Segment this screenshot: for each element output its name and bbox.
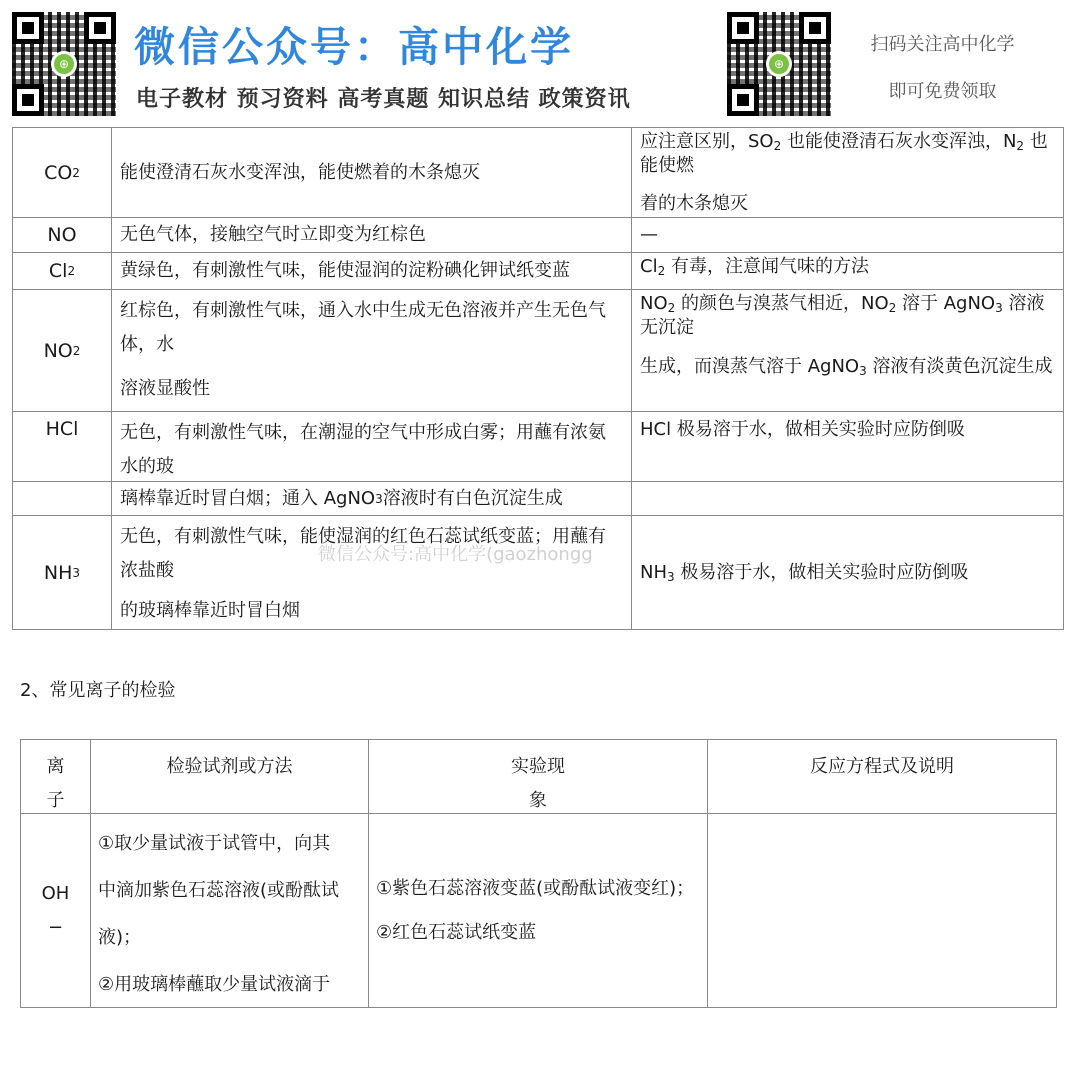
note-cell: — (640, 224, 658, 245)
property-cell: 无色气体，接触空气时立即变为红棕色 (112, 218, 632, 252)
property-cell: 能使澄清石灰水变浑浊，能使燃着的木条熄灭 (112, 128, 632, 217)
table-row-co2 (12, 127, 1064, 218)
table-row-cl2 (12, 253, 1064, 290)
equation-cell (708, 814, 1056, 1007)
free-offer-text: 即可免费领取 (888, 81, 997, 102)
header-equation: 反应方程式及说明 (810, 756, 954, 777)
note-cell (632, 482, 1063, 515)
table-row-nh3 (12, 516, 1064, 630)
property-cell: 璃棒靠近时冒白烟；通入 AgNO 3 溶液时有白色沉淀生成 (112, 482, 632, 515)
qr-logo-icon: ⊕ (766, 51, 792, 77)
table-row-hcl (12, 412, 1064, 482)
qr-logo-icon: ⊕ (51, 51, 77, 77)
property-cell: 红棕色，有刺激性气味，通入水中生成无色溶液并产生无色气体，水 溶液显酸性 (112, 290, 632, 411)
property-cell: 无色，有刺激性气味，在潮湿的空气中形成白雾；用蘸有浓氨水的玻 (112, 412, 632, 481)
ion-cell: OH − (21, 814, 91, 1007)
gas-cell: HCl (13, 412, 112, 481)
note-cell: HCl 极易溶于水，做相关实验时应防倒吸 (640, 419, 965, 440)
qr-code-right (727, 12, 831, 116)
brand-subtitle: 电子教材 预习资料 高考真题 知识总结 政策资讯 (136, 87, 631, 112)
note-cell: 应注意区别，$SO_2$ 也能使澄清石灰水变浑浊，$N_2$ 也能使燃 着的木条熄灭 (640, 131, 1048, 214)
property-cell: 黄绿色，有刺激性气味，能使湿润的淀粉碘化钾试纸变蓝 (112, 253, 632, 289)
gas-cell: NO (13, 218, 112, 252)
qr-code-left (12, 12, 116, 116)
method-cell: ①取少量试液于试管中，向其 中滴加紫色石蕊溶液(或酚酞试 液)； ②用玻璃棒蘸取少量试液滴于 (91, 814, 369, 1007)
scan-prompt: 扫码关注高中化学 (870, 34, 1015, 55)
note-cell: $NO_2$ 的颜色与溴蒸气相近，$NO_2$ 溶于 AgNO$_3$ 溶液无沉淀 生成，而溴蒸气溶于 AgNO$_3$ 溶液有淡黄色沉淀生成 (640, 293, 1053, 378)
gas-cell: Cl 2 (13, 253, 112, 289)
gas-identification-table (12, 127, 1064, 630)
ion-test-table (20, 739, 1057, 1008)
table-row-no2 (12, 290, 1064, 412)
note-cell: $NH_3$ 极易溶于水，做相关实验时应防倒吸 (640, 561, 969, 584)
section-heading: 2、常见离子的检验 (20, 680, 176, 701)
gas-cell: CO 2 (13, 128, 112, 217)
table-row-no (12, 218, 1064, 253)
table-header-row (21, 740, 1056, 814)
property-cell: 无色，有刺激性气味，能使湿润的红色石蕊试纸变蓝；用蘸有浓盐酸 的玻璃棒靠近时冒白烟 (112, 516, 632, 629)
header-method: 检验试剂或方法 (91, 740, 369, 813)
gas-cell: NH 3 (13, 516, 112, 629)
brand-title: 微信公众号：高中化学 (134, 23, 574, 71)
phenomenon-cell: ①紫色石蕊溶液变蓝(或酚酞试液变红)； ②红色石蕊试纸变蓝 (369, 814, 708, 1007)
watermark: 微信公众号:高中化学(gaozhongg (318, 544, 593, 565)
gas-cell: NO 2 (13, 290, 112, 411)
table-row-hcl-continued (12, 482, 1064, 516)
header-phenomenon: 实验现 象 (369, 740, 708, 813)
header-ion: 离 子 (21, 740, 91, 813)
gas-cell (13, 482, 112, 515)
note-cell: $Cl_2$ 有毒，注意闻气味的方法 (640, 256, 869, 278)
table-row-oh (21, 814, 1056, 1007)
